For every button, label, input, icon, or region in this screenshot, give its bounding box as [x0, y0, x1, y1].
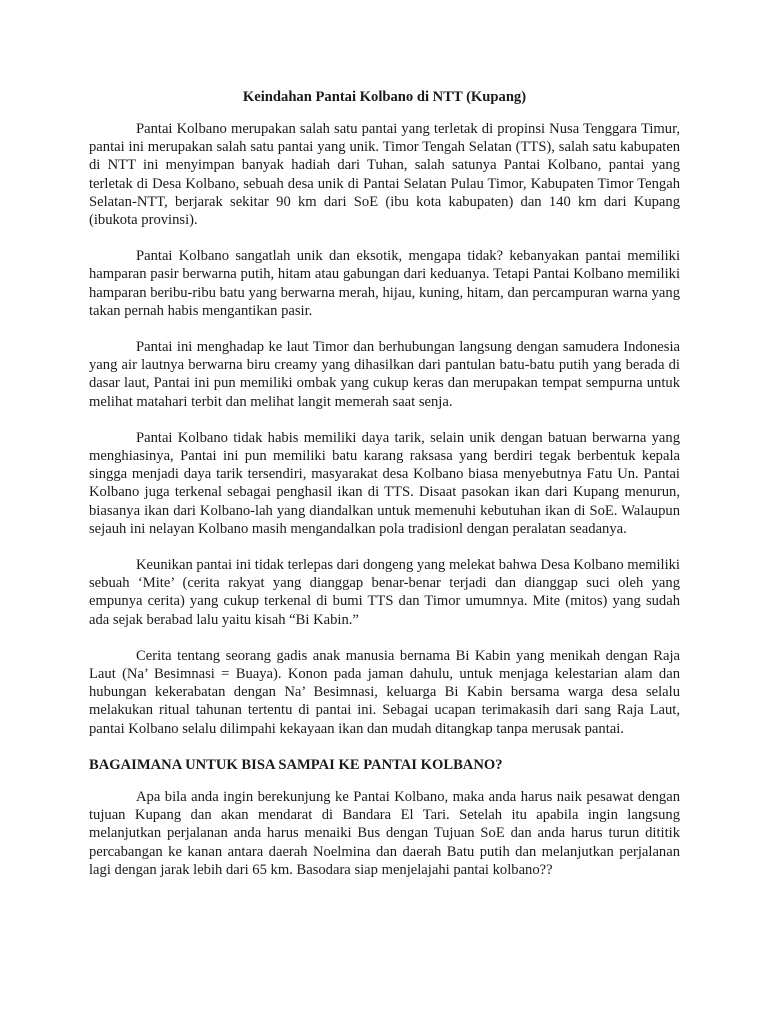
section-heading: BAGAIMANA UNTUK BISA SAMPAI KE PANTAI KOLBANO?: [89, 756, 503, 773]
document-page: [89, 88, 680, 897]
paragraph-story: Cerita tentang seorang gadis anak manusia bernama Bi Kabin yang menikah dengan Raja Laut (Na’ Besimnasi = Buaya). Konon pada jaman dahulu, untuk menjaga kelestarian alam dan hubungan kekerabatan dengan Na’ Besimnasi, keluarga Bi Kabin bersama warga desa selalu melakukan ritual tahunan tertentu di pantai ini. Sebagai ucapan terimakasih dari sang Raja Laut, pantai Kolbano selalu dilimpahi kekayaan ikan dan mudah ditangkap tanpa merusak pantai.: [89, 647, 680, 737]
paragraph-ocean: Pantai ini menghadap ke laut Timor dan berhubungan langsung dengan samudera Indonesia yang air lautnya berwarna biru creamy yang dihasilkan dari pantulan batu-batu putih yang berada di dasar laut, Pantai ini pun memiliki ombak yang cukup keras dan merupakan tempat sempurna untuk melihat matahari terbit dan melihat langit memerah saat senja.: [89, 339, 680, 410]
paragraph-directions: Apa bila anda ingin berekunjung ke Pantai Kolbano, maka anda harus naik pesawat dengan tujuan Kupang dan akan mendarat di Bandara El Tari. Setelah itu apabila ingin langsung melanjutkan perjalanan anda harus menaiki Bus dengan Tujuan SoE dan anda harus turun dititik percabangan ke kanan antara daerah Noelmina dan daerah Batu putih dan melanjutkan perjalanan lagi dengan jarak lebih dari 65 km. Basodara siap menjelajahi pantai kolbano??: [89, 788, 680, 878]
paragraph-intro: Pantai Kolbano merupakan salah satu pantai yang terletak di propinsi Nusa Tenggara Timur, pantai ini merupakan salah satu pantai yang unik. Timor Tengah Selatan (TTS), salah satu kabupaten di NTT ini menyimpan banyak hadiah dari Tuhan, salah satunya Pantai Kolbano, pantai yang terletak di Desa Kolbano, sebuah desa unik di Pantai Selatan Pulau Timor, Kabupaten Timor Tengah Selatan-NTT, berjarak sekitar 90 km dari SoE (ibu kota kabupaten) dan 140 km dari Kupang (ibukota provinsi).: [89, 121, 680, 229]
document-title: Keindahan Pantai Kolbano di NTT (Kupang): [242, 89, 527, 105]
paragraph-legend: Keunikan pantai ini tidak terlepas dari dongeng yang melekat bahwa Desa Kolbano memiliki sebuah ‘Mite’ (cerita rakyat yang dianggap benar-benar terjadi dan dianggap suci oleh yang empunya cerita) yang cukup terkenal di bumi TTS dan Timor umumnya. Mite (mitos) yang sudah ada sejak berabad lalu yaitu kisah “Bi Kabin.”: [89, 557, 680, 628]
paragraph-unique: Pantai Kolbano sangatlah unik dan eksotik, mengapa tidak? kebanyakan pantai memiliki hamparan pasir berwarna putih, hitam atau gabungan dari keduanya. Tetapi Pantai Kolbano memiliki hamparan beribu-ribu batu yang berwarna merah, hijau, kuning, hitam, dan percampuran warna yang takan pernah habis mengantikan pasir.: [89, 248, 680, 319]
paragraph-attraction: Pantai Kolbano tidak habis memiliki daya tarik, selain unik dengan batuan berwarna yang menghiasinya, Pantai ini pun memiliki batu karang raksasa yang berdiri tegak berbentuk kepala singga menjadi daya tarik tersendiri, masyarakat desa Kolbano biasa menyebutnya Fatu Un. Pantai Kolbano juga terkenal sebagai penghasil ikan di TTS. Disaat pasokan ikan dari Kupang menurun, biasanya ikan dari Kolbano-lah yang diandalkan untuk memenuhi kebutuhan ikan di SoE. Walaupun sejauh ini nelayan Kolbano masih mengandalkan pola tradisionl dengan peralatan seadanya.: [89, 429, 680, 537]
